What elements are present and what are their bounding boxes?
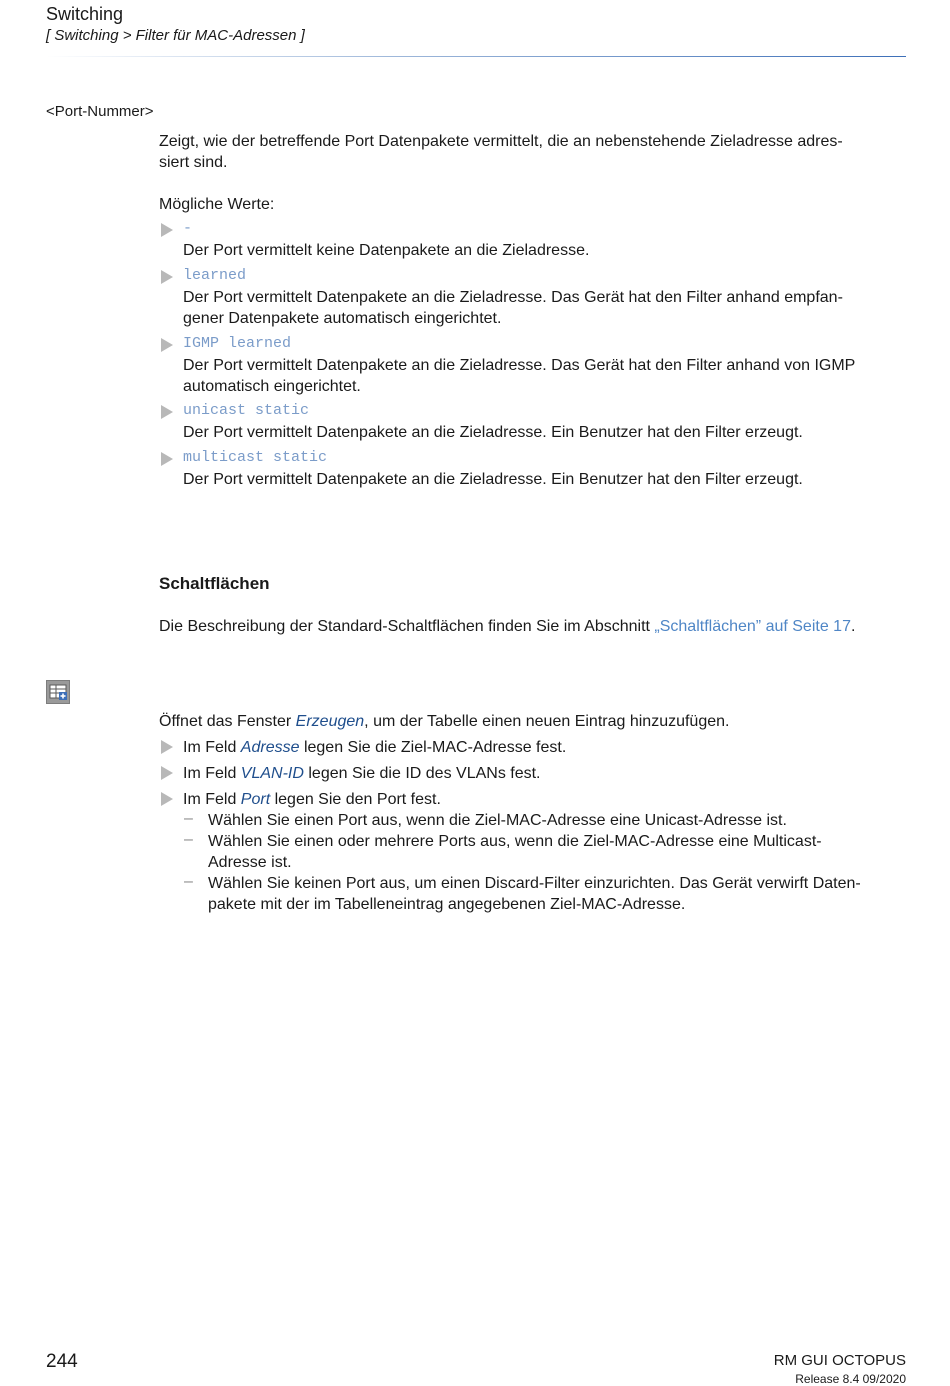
- value-code: multicast static: [183, 449, 328, 466]
- create-window-name: Erzeugen: [295, 713, 365, 730]
- sub-bullet-dash: –: [184, 831, 193, 848]
- value-description: Der Port vermittelt Datenpakete an die Zieladresse. Ein Benutzer hat den Filter erzeugt.: [183, 424, 803, 441]
- value-description: gener Datenpakete automatisch eingerichtet.: [183, 310, 502, 327]
- bullet-text: legen Sie die Ziel-MAC-Adresse fest.: [299, 739, 567, 756]
- bullet-triangle-icon: [161, 405, 173, 419]
- value-code: unicast static: [183, 402, 310, 419]
- value-code: IGMP learned: [183, 335, 292, 352]
- bullet-text: legen Sie den Port fest.: [270, 791, 441, 808]
- page-number: 244: [46, 1351, 78, 1372]
- doc-title: RM GUI OCTOPUS: [773, 1352, 906, 1369]
- possible-values-label: Mögliche Werte:: [159, 196, 275, 213]
- field-name: Port: [240, 791, 271, 808]
- table-add-icon[interactable]: [46, 680, 70, 704]
- field-name: Adresse: [240, 739, 300, 756]
- value-description: Der Port vermittelt Datenpakete an die Zieladresse. Das Gerät hat den Filter anhand empfan-: [183, 289, 843, 306]
- bullet-text: legen Sie die ID des VLANs fest.: [303, 765, 541, 782]
- bullet-triangle-icon: [161, 766, 173, 780]
- port-intro-line-2: siert sind.: [159, 154, 228, 171]
- bullet-triangle-icon: [161, 740, 173, 754]
- value-code: -: [183, 220, 193, 237]
- sub-bullet-text: Wählen Sie einen oder mehrere Ports aus, wenn die Ziel-MAC-Adresse eine Multicast-: [208, 833, 822, 850]
- value-code: learned: [183, 267, 247, 284]
- bullet-text: Im Feld: [183, 739, 241, 756]
- value-description: Der Port vermittelt Datenpakete an die Zieladresse. Das Gerät hat den Filter anhand von IGMP: [183, 357, 856, 374]
- bullet-triangle-icon: [161, 792, 173, 806]
- create-text-end: , um der Tabelle einen neuen Eintrag hinzuzufügen.: [364, 713, 730, 730]
- port-intro-line-1: Zeigt, wie der betreffende Port Datenpakete vermittelt, die an nebenstehende Zieladresse adres-: [159, 133, 843, 150]
- field-bullet: [183, 737, 566, 758]
- buttons-page-link[interactable]: „Schaltflächen” auf Seite 17: [654, 618, 851, 635]
- bullet-triangle-icon: [161, 338, 173, 352]
- sub-bullet-text: Wählen Sie keinen Port aus, um einen Discard-Filter einzurichten. Das Gerät verwirft Daten-: [208, 875, 861, 892]
- bullet-triangle-icon: [161, 270, 173, 284]
- breadcrumb: [ Switching > Filter für MAC-Adressen ]: [46, 27, 305, 44]
- field-bullet: [183, 789, 441, 810]
- sub-bullet-text: Wählen Sie einen Port aus, wenn die Ziel-MAC-Adresse eine Unicast-Adresse ist.: [208, 812, 787, 829]
- release-info: Release 8.4 09/2020: [795, 1372, 906, 1386]
- buttons-description-text: Die Beschreibung der Standard-Schaltflächen finden Sie im Abschnitt: [159, 618, 655, 635]
- sub-bullet-dash: –: [184, 873, 193, 890]
- section-heading: Schaltflächen: [159, 574, 270, 593]
- header-title: Switching: [46, 4, 124, 24]
- field-bullet: [183, 763, 541, 784]
- value-description: Der Port vermittelt keine Datenpakete an die Zieladresse.: [183, 242, 590, 259]
- value-description: Der Port vermittelt Datenpakete an die Zieladresse. Ein Benutzer hat den Filter erzeugt.: [183, 471, 803, 488]
- bullet-text: Im Feld: [183, 791, 241, 808]
- value-description: automatisch eingerichtet.: [183, 378, 361, 395]
- create-text: Öffnet das Fenster: [159, 713, 296, 730]
- bullet-triangle-icon: [161, 452, 173, 466]
- create-description: [159, 711, 729, 732]
- field-name: VLAN-ID: [240, 765, 304, 782]
- sub-bullet-text: pakete mit der im Tabelleneintrag angegebenen Ziel-MAC-Adresse.: [208, 896, 686, 913]
- bullet-text: Im Feld: [183, 765, 241, 782]
- sub-bullet-text: Adresse ist.: [208, 854, 292, 871]
- buttons-description: [159, 616, 855, 637]
- header-divider: [46, 56, 906, 57]
- buttons-description-end: .: [850, 618, 856, 635]
- port-number-label: <Port-Nummer>: [46, 103, 154, 120]
- bullet-triangle-icon: [161, 223, 173, 237]
- sub-bullet-dash: –: [184, 810, 193, 827]
